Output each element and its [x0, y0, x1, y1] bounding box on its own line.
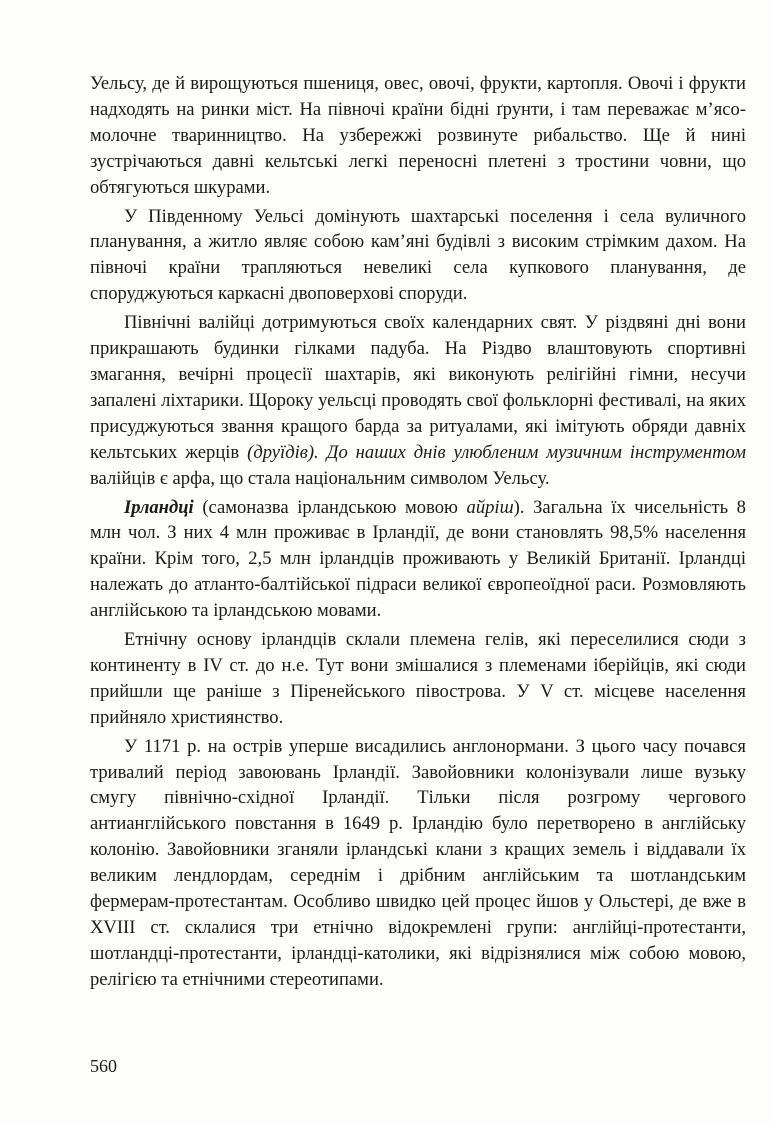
paragraph-3-text-a: Північні валійці дотримуються своїх календарних свят. У різдвяні дні вони прикрашають будинки гілками падуба. На Різдво влаштовують спортивні змагання, вечірні процесії шахтарів, які виконують релігійні гімни, несучи запалені ліхтарики. Щороку уельсці проводять свої фольклорні фестивалі, на яких присуджуються звання кращого барда за ритуалами, які імітують обряди давніх кельтських жерців	[90, 312, 746, 463]
paragraph-6-text: У 1171 р. на острів уперше висадились англонормани. З цього часу почався тривалий період завоювань Ірландії. Завойовники колонізували лише вузьку смугу північно-східної Ірландії. Тільки після розгрому чергового антианглійського повстання в 1649 р. Ірландію було перетворено в англійську колонію. Завойовники зганяли ірландські клани з кращих земель і віддавали їх великим лендлордам, середнім і дрібним англійським та шотландським фермерам-протестантам. Особливо швидко цей процес йшов у Ольстері, де вже в XVIII ст. склалися три етнічно відокремлені групи: англійці-протестанти, шотландці-протестанти, ірландці-католики, які відрізнялися між собою мовою, релігією та етнічними стереотипами.	[90, 735, 746, 990]
paragraph-1	[90, 71, 746, 201]
paragraph-4-text-a: (самоназва ірландською мовою	[193, 496, 467, 518]
paragraph-1-text: Уельсу, де й вирощуються пшениця, овес, овочі, фрукти, картопля. Овочі і фрукти надходять на ринки міст. На півночі країни бідні ґрунти, і там переважає м’ясо-молочне тваринництво. На узбережжі розвинуте рибальство. Ще й нині зустрічаються давні кельтські легкі переносні плетені з тростини човни, що обтягуються шкурами.	[90, 73, 746, 198]
paragraph-3-italic: (друїдів). До наших днів улюбленим музичним інструментом	[247, 441, 746, 463]
paragraph-5	[90, 627, 746, 731]
paragraph-6	[90, 734, 746, 993]
term-airish: айріш	[466, 496, 514, 518]
term-irlandtsi: Ірландці	[124, 496, 194, 518]
body-text	[90, 71, 746, 993]
paragraph-2-text: У Південному Уельсі домінують шахтарські поселення і села вуличного планування, а житло являє собою кам’яні будівлі з високим стрімким дахом. На півночі країни трапляються невеликі села купкового планування, де споруджуються каркасні двоповерхові споруди.	[90, 205, 746, 305]
paragraph-5-text: Етнічну основу ірландців склали племена гелів, які переселилися сюди з континенту в IV ст. до н.е. Тут вони змішалися з племенами іберійців, які сюди прийшли ще раніше з Піренейського півострова. У V ст. місцеве населення прийняло християнство.	[90, 629, 746, 728]
paragraph-3	[90, 310, 746, 491]
paragraph-3-text-b: валійців є арфа, що стала національним символом Уельсу.	[90, 467, 550, 489]
paragraph-2	[90, 204, 746, 308]
paragraph-4-text-b: ). Загальна їх чисельність 8 млн чол. З них 4 млн проживає в Ірландії, де вони становлять 98,5% населення країни. Крім того, 2,5 млн ірландців проживають у Великій Британії. Ірландці належать до атланто-балтійської підраси великої європеоїдної раси. Розмовляють англійською та ірландською мовами.	[90, 496, 746, 622]
paragraph-4	[90, 495, 746, 625]
page-number: 560	[90, 1056, 117, 1076]
